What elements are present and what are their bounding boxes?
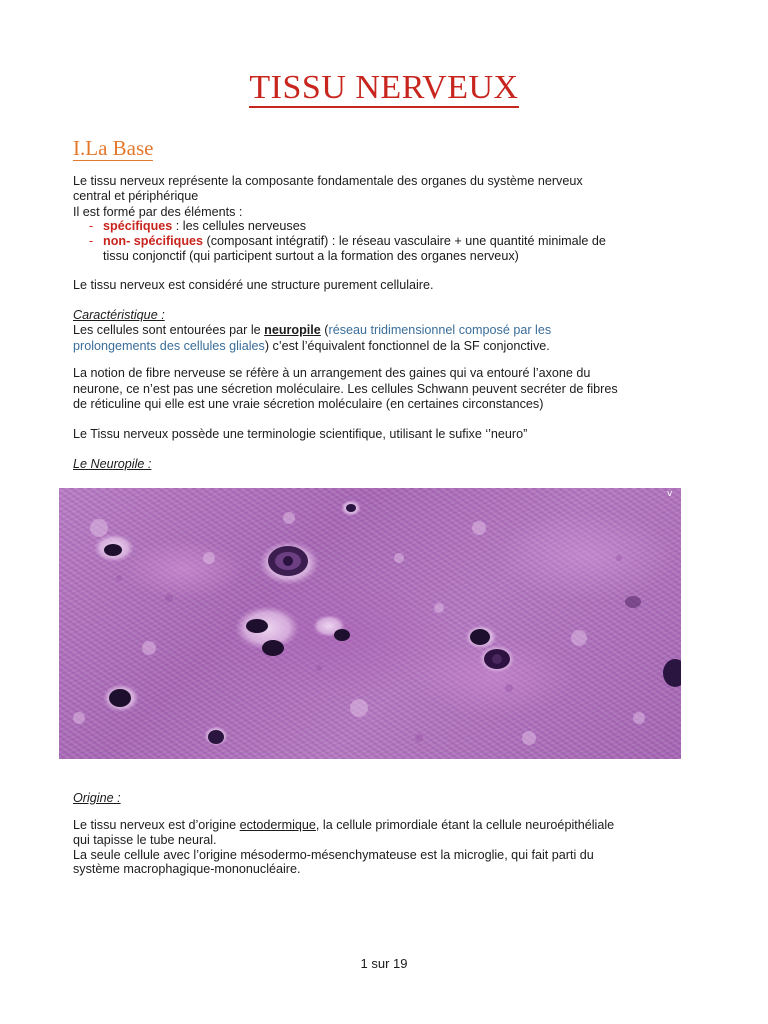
svg-text:v: v — [667, 489, 673, 499]
text: Les cellules sont entourées par le — [73, 323, 265, 337]
neuropile-label: Le Neuropile : — [73, 457, 152, 471]
term-non-specifiques: non- spécifiques — [103, 234, 204, 248]
ectodermique-term: ectodermique — [239, 818, 316, 832]
caracteristique-label: Caractéristique : — [73, 308, 165, 322]
fibre-line-1: La notion de fibre nerveuse se réfère à un arrangement des gaines qui va entouré l’axone du — [73, 366, 591, 380]
bullet-non-specifiques — [89, 234, 699, 250]
bullet-specifiques — [89, 219, 699, 235]
caracteristique-line-1 — [73, 323, 693, 339]
origine-line-2: qui tapisse le tube neural. — [73, 833, 217, 847]
intro-line-3: Il est formé par des éléments : — [73, 205, 243, 219]
origine-line-4: système macrophagique-mononucléaire. — [73, 862, 301, 876]
bullet-text: (composant intégratif) : le réseau vasculaire + une quantité minimale de — [203, 234, 606, 248]
terminology-line: Le Tissu nerveux possède une terminologie scientifique, utilisant le sufixe ‘’neuro” — [73, 427, 528, 441]
blue-text: prolongements des cellules gliales — [73, 339, 265, 353]
cellular-statement: Le tissu nerveux est considéré une structure purement cellulaire. — [73, 278, 434, 292]
intro-line-2: central et périphérique — [73, 189, 199, 203]
bullet-text: : les cellules nerveuses — [172, 219, 306, 233]
neuropile-micrograph — [59, 488, 681, 759]
bullet-dash: - — [89, 219, 94, 233]
text: ) c’est l’équivalent fonctionnel de la SF conjonctive. — [264, 339, 550, 353]
page-number: 1 sur 19 — [360, 956, 408, 971]
origine-label: Origine : — [73, 791, 121, 805]
term-specifiques: spécifiques — [103, 219, 173, 233]
caracteristique-line-2 — [73, 339, 693, 355]
text: ( — [320, 323, 329, 337]
blue-text: réseau tridimensionnel composé par les — [328, 323, 552, 337]
fibre-line-2: neurone, ce n’est pas une sécretion moléculaire. Les cellules Schwann peuvent secréter de fibres — [73, 382, 618, 396]
text: Le tissu nerveux est d’origine — [73, 818, 240, 832]
intro-line-1: Le tissu nerveux représente la composante fondamentale des organes du système nerveux — [73, 174, 583, 188]
micrograph-cells — [59, 488, 681, 759]
bullet-dash: - — [89, 234, 94, 248]
neuropile-term: neuropile — [264, 323, 321, 337]
origine-line-1 — [73, 818, 693, 834]
fibre-line-3: de réticuline qui elle est une vraie sécretion moléculaire (en certaines circonstances) — [73, 397, 544, 411]
bullet-continuation: tissu conjonctif (qui participent surtout a la formation des organes nerveux) — [103, 249, 519, 263]
section-heading: I.La Base — [73, 136, 154, 160]
document-title: TISSU NERVEUX — [249, 69, 519, 106]
origine-line-3: La seule cellule avec l’origine mésodermo-mésenchymateuse est la microglie, qui fait parti du — [73, 848, 594, 862]
text: , la cellule primordiale étant la cellule neuroépithéliale — [315, 818, 615, 832]
